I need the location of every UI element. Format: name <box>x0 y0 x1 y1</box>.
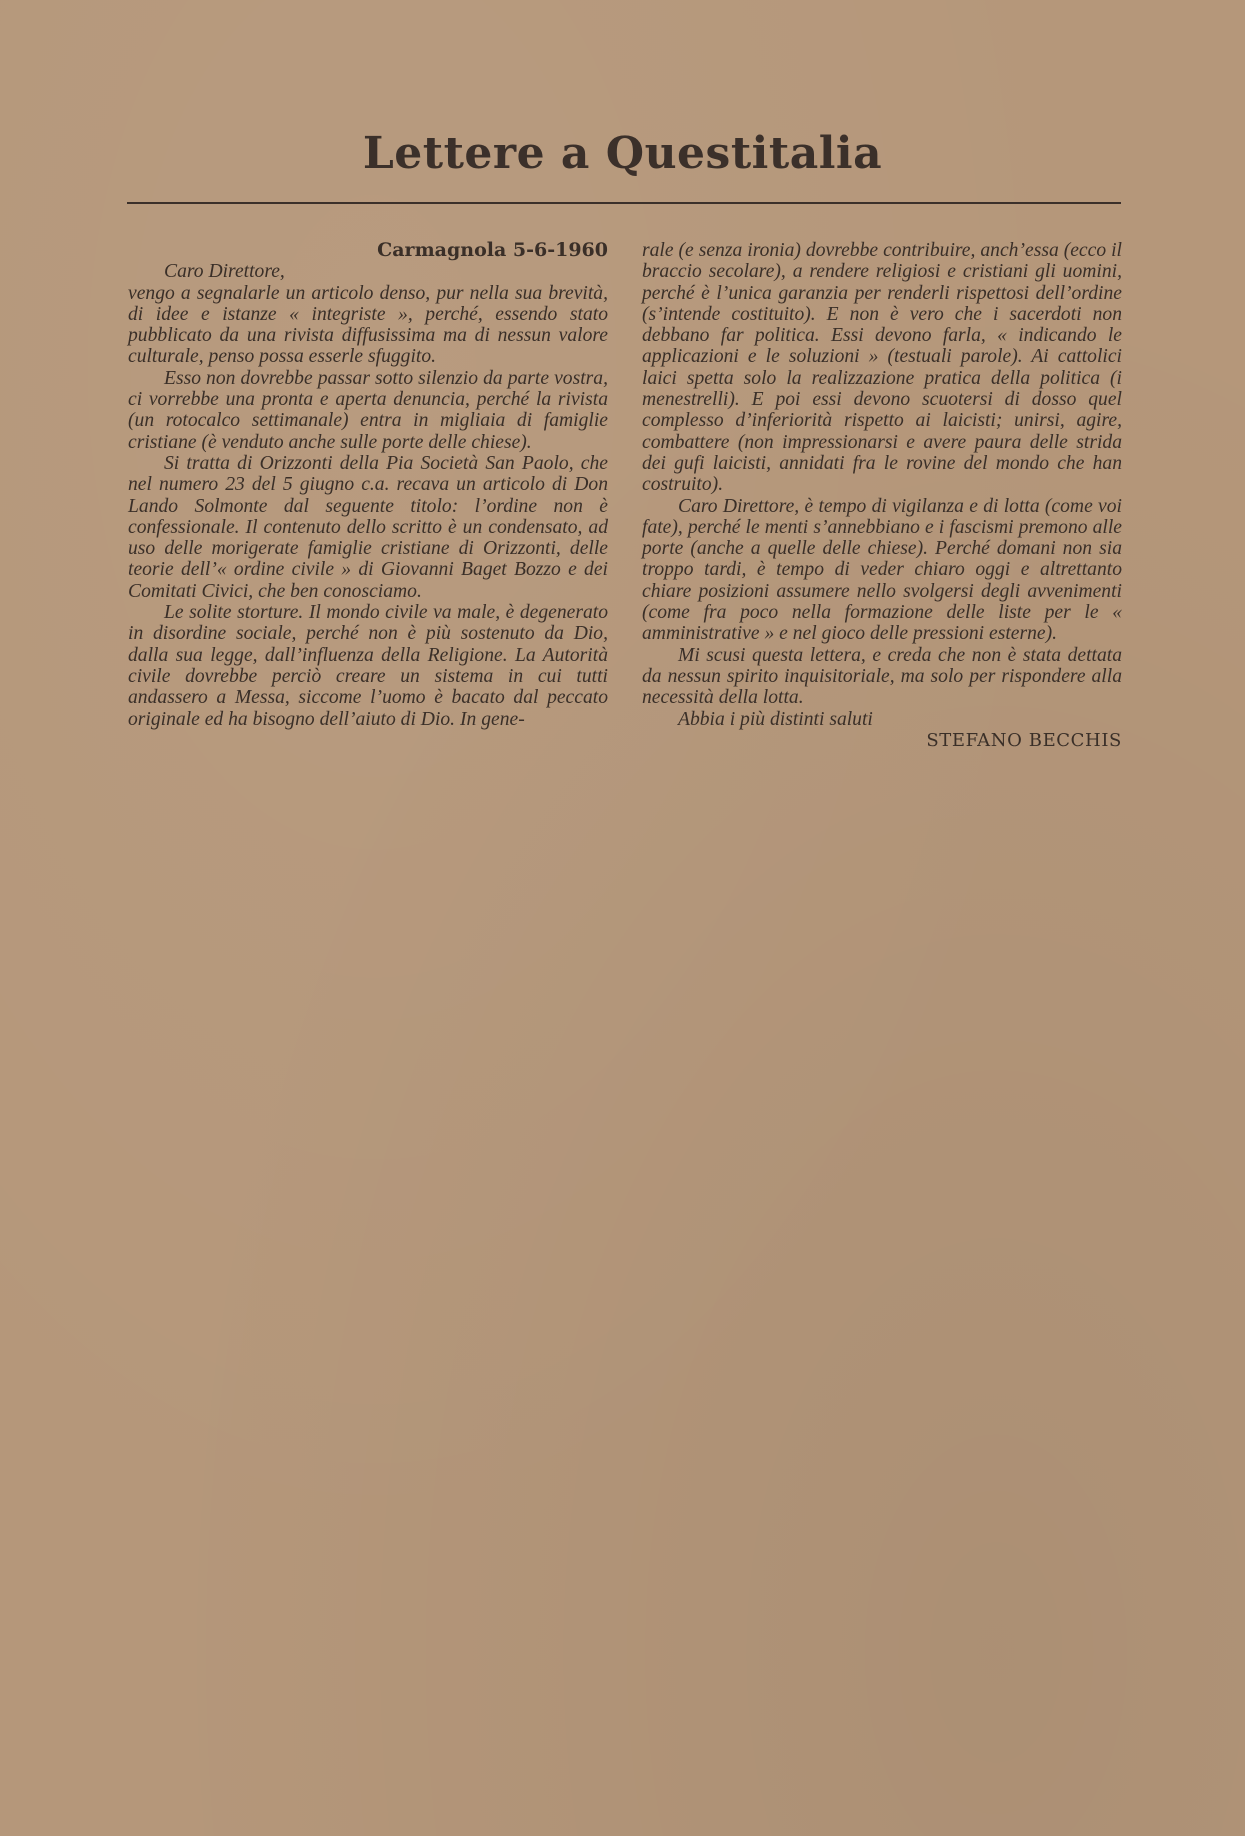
letter-salutation: Caro Direttore, <box>164 261 285 283</box>
page-title: Lettere a Questitalia <box>362 128 883 179</box>
letter-column-left <box>128 240 608 730</box>
letter-dateline: Carmagnola 5-6-1960 <box>377 239 608 261</box>
letter-column-right <box>642 240 1122 751</box>
title-divider <box>127 202 1121 204</box>
letter-closing: Abbia i più distinti saluti <box>678 708 873 730</box>
letter-paragraph: Si tratta di Orizzonti della Pia Società San Paolo, che nel numero 23 del 5 giugno c.a. recava un articolo di Don Lando Solmonte dal seguente titolo: l’ordine non è confessionale. Il contenuto dello scritto è un condensato, ad uso delle morigerate famiglie cristiane di Orizzonti, delle teorie dell’« ordine civile » di Giovanni Baget Bozzo e dei Comitati Civici, che ben conosciamo. <box>128 452 608 602</box>
letter-signature: STEFANO BECCHIS <box>926 729 1122 751</box>
letter-paragraph: Le solite storture. Il mondo civile va male, è degenerato in disordine sociale, perché non è più sostenuto da Dio, dalla sua legge, dall’influenza della Religione. La Autorità civile dovrebbe perciò creare un sistema in cui tutti andassero a Messa, siccome l’uomo è bacato dal peccato originale ed ha bisogno dell’aiuto di Dio. In gene- <box>128 602 608 730</box>
letter-paragraph: Mi scusi questa lettera, e creda che non è stata dettata da nessun spirito inquisitoriale, ma solo per rispondere alla necessità della lotta. <box>642 644 1122 709</box>
letter-paragraph: Caro Direttore, è tempo di vigilanza e di lotta (come voi fate), perché le menti s’annebbiano e i fascismi premono alle porte (anche a quelle delle chiese). Perché domani non sia troppo tardi, è tempo di veder chiaro oggi e altrettanto chiare posizioni assumere nello svolgersi degli avvenimenti (come fra poco nella formazione delle liste per le « amministrative » e nel gioco delle pressioni esterne). <box>642 495 1122 645</box>
letter-paragraph: rale (e senza ironia) dovrebbe contribuire, anch’essa (ecco il braccio secolare), a rendere religiosi e cristiani gli uomini, perché è l’unica garanzia per renderli rispettosi dell’ordine (s’intende costituito). E non è vero che i sacerdoti non debbano far politica. Essi devono farla, « indicando le applicazioni e le soluzioni » (testuali parole). Ai cattolici laici spetta solo la realizzazione pratica della politica (i menestrelli). E poi essi devono scuotersi di dosso quel complesso d’inferiorità rispetto ai laicisti; unirsi, agire, combattere (non impressionarsi e avere paura delle strida dei gufi laicisti, annidati fra le rovine del mondo che han costruito). <box>642 240 1122 496</box>
letter-paragraph: vengo a segnalarle un articolo denso, pur nella sua brevità, di idee e istanze « integriste », perché, essendo stato pubblicato da una rivista diffusissima ma di nessun valore culturale, penso possa esserle sfuggito. <box>128 282 608 368</box>
letter-paragraph: Esso non dovrebbe passar sotto silenzio da parte vostra, ci vorrebbe una pronta e aperta denuncia, perché la rivista (un rotocalco settimanale) entra in migliaia di famiglie cristiane (è venduto anche sulle porte delle chiese). <box>128 367 608 453</box>
